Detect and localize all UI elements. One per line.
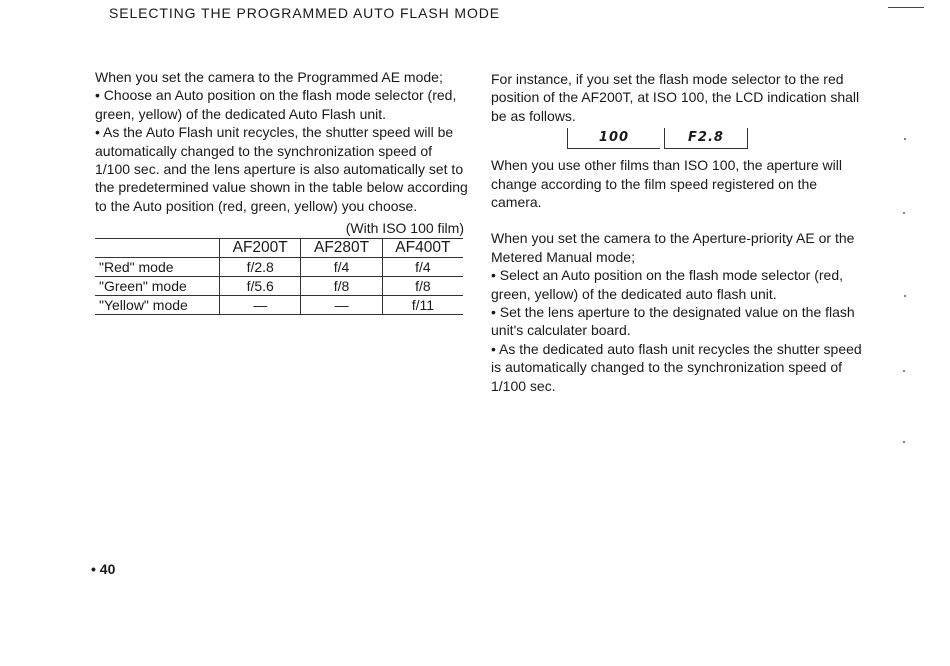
table-row	[95, 258, 463, 277]
table-cell: —	[301, 296, 382, 315]
table-cell: f/4	[382, 258, 463, 277]
table-caption: (With ISO 100 film)	[345, 220, 464, 237]
scan-speck	[903, 441, 905, 443]
table-row	[95, 296, 463, 315]
table-cell: f/8	[301, 277, 382, 296]
table-cell: "Red" mode	[95, 258, 220, 277]
table-cell: f/2.8	[220, 258, 301, 277]
lcd-indication	[491, 128, 866, 150]
scan-speck	[903, 212, 905, 214]
table-header-cell: AF200T	[220, 239, 301, 258]
corner-rule	[888, 7, 924, 8]
table-header-row	[95, 239, 463, 258]
table-cell: f/4	[301, 258, 382, 277]
scan-speck	[903, 370, 905, 372]
table-header-cell: AF280T	[301, 239, 382, 258]
table-cell: "Yellow" mode	[95, 296, 220, 315]
table-cell: f/5.6	[220, 277, 301, 296]
left-paragraph-3: • As the Auto Flash unit recycles, the shutter speed will be automatically changed to the synchronization speed of 1/100 sec. and the lens aperture is also automatically set to the predetermined value shown in the table below according to the Auto position (red, green, yellow) you choose.	[95, 124, 468, 214]
right-paragraph-6: • As the dedicated auto flash unit recycles the shutter speed is automatically changed to the synchronization speed of 1/100 sec.	[491, 340, 862, 394]
table-header-cell: AF400T	[382, 239, 463, 258]
right-paragraph-1: For instance, if you set the flash mode selector to the red position of the AF200T, at ISO 100, the LCD indication shall be as follows.	[491, 71, 860, 124]
lcd-aperture-display: F2.8	[664, 128, 748, 149]
right-paragraph-2: When you use other films than ISO 100, the aperture will change according to the film speed registered on the camera.	[491, 157, 842, 211]
aperture-table	[95, 238, 463, 315]
right-paragraph-4: • Select an Auto position on the flash mode selector (red, green, yellow) of the dedicated auto flash unit.	[491, 267, 843, 302]
scan-speck	[904, 138, 906, 140]
table-row	[95, 277, 463, 296]
table-header-cell	[95, 239, 220, 258]
left-paragraph-2: • Choose an Auto position on the flash mode selector (red, green, yellow) of the dedicated Auto Flash unit.	[95, 87, 457, 122]
table-cell: "Green" mode	[95, 277, 220, 296]
right-paragraph-5: • Set the lens aperture to the designated value on the flash unit's calculater board.	[491, 304, 855, 339]
left-column	[95, 68, 470, 315]
paragraph-gap	[491, 211, 866, 229]
table-cell: f/11	[382, 296, 463, 315]
table-cell: f/8	[382, 277, 463, 296]
lcd-shutter-display: 100	[567, 128, 660, 149]
scan-speck	[904, 295, 906, 297]
table-cell: —	[220, 296, 301, 315]
left-paragraph-1: When you set the camera to the Programmed AE mode;	[95, 69, 443, 85]
page-title: SELECTING THE PROGRAMMED AUTO FLASH MODE	[109, 5, 500, 21]
page-number: • 40	[91, 561, 116, 577]
right-column	[491, 70, 866, 395]
right-paragraph-3: When you set the camera to the Aperture-priority AE or the Metered Manual mode;	[491, 230, 855, 265]
